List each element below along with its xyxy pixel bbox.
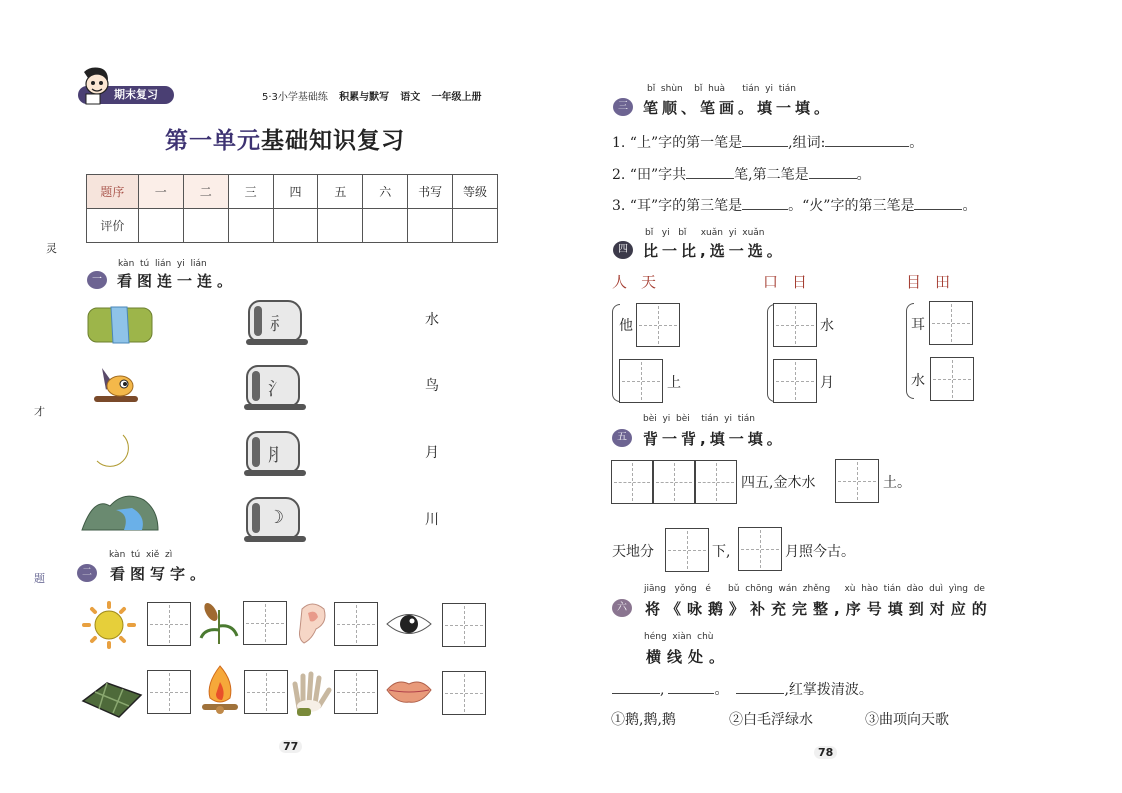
ancient-glyph-stone-2: [246, 365, 300, 407]
sun-picture: [80, 601, 138, 649]
group3-top-label: 耳: [911, 317, 925, 333]
section4-pinyin: bǐ yi bǐ xuǎn yi xuǎn: [645, 228, 765, 238]
page-number-right: 78: [814, 746, 837, 759]
section6-pinyin-1: jiāng yǒng é bǔ chōng wán zhěng xù hào tián dào duì yìng de: [644, 584, 985, 594]
score-header-label: 题序: [87, 175, 139, 209]
title-topic: 基础知识复习: [261, 128, 405, 154]
score-col: 二: [183, 175, 228, 209]
ancient-glyph-stone-4: [246, 497, 300, 539]
score-cell[interactable]: [183, 209, 228, 243]
score-cell[interactable]: [453, 209, 498, 243]
writing-grid-fire[interactable]: [244, 670, 288, 714]
final-review-badge: 期末复习: [78, 86, 174, 104]
answer-blank[interactable]: [809, 165, 857, 179]
score-table-eval-row: [87, 209, 498, 243]
writing-grid-mouth[interactable]: [442, 671, 486, 715]
section5-pinyin: bèi yi bèi tián yi tián: [643, 414, 755, 424]
series-subject: 语文: [400, 92, 421, 103]
poem-option-2: ②白毛浮绿水: [729, 712, 813, 728]
section1-pinyin: kàn tú lián yi lián: [118, 259, 207, 269]
river-hills-picture: [80, 490, 160, 532]
writing-grid-rice[interactable]: [243, 601, 287, 645]
series-book: 积累与默写: [339, 92, 390, 103]
section6-pinyin-2: héng xiàn chù: [644, 632, 714, 642]
question-3-3: 3. “耳”字的第三笔是 。“火”字的第三笔是 。: [612, 198, 977, 214]
stone-glyph: 氵: [268, 379, 286, 400]
poem-blank-2[interactable]: [668, 680, 714, 694]
fill-grid-5-1c[interactable]: [695, 460, 737, 504]
ancient-glyph-stone-3: [246, 431, 300, 473]
section6-title-1: 将《咏鹅》补充完整,序号填到对应的: [645, 600, 993, 618]
waterfall-picture: [87, 305, 153, 345]
compare-pair-2: 口日: [763, 273, 822, 291]
match-char-4[interactable]: 川: [425, 512, 439, 528]
section3-pinyin: bǐ shùn bǐ huà tián yi tián: [647, 84, 796, 94]
fill-grid-5-1d[interactable]: [835, 459, 879, 503]
series-grade: 一年级上册: [431, 92, 482, 103]
poem-blank-3[interactable]: [736, 680, 784, 694]
section2-title: 看图写字。: [110, 565, 211, 583]
stone-glyph: ⺼: [268, 445, 286, 466]
writing-grid-ear[interactable]: [334, 602, 378, 646]
match-char-3[interactable]: 月: [425, 445, 439, 461]
section5-title: 背一背,填一填。: [643, 430, 786, 448]
writing-grid-sun[interactable]: [147, 602, 191, 646]
title-unit: 第一单元: [165, 128, 261, 154]
section6-number: 六: [612, 599, 632, 617]
score-cell[interactable]: [363, 209, 408, 243]
writing-grid-eye[interactable]: [442, 603, 486, 647]
score-cell[interactable]: [228, 209, 273, 243]
score-cell[interactable]: [408, 209, 453, 243]
score-cell[interactable]: [318, 209, 363, 243]
section1-number: 一: [87, 271, 107, 289]
rhyme-line1-end: 土。: [883, 475, 911, 491]
group1-top-label: 他: [619, 318, 633, 334]
bird-picture: [90, 364, 140, 410]
score-cell[interactable]: [138, 209, 183, 243]
score-col: 四: [273, 175, 318, 209]
hand-picture: [291, 670, 333, 718]
group2-top-label: 水: [820, 318, 834, 334]
field-picture: [79, 679, 145, 719]
match-char-1[interactable]: 水: [425, 312, 439, 328]
stone-glyph: ⺬: [270, 314, 288, 335]
margin-mark-2: 才: [34, 405, 45, 418]
answer-blank[interactable]: [742, 133, 788, 147]
page-number-left: 77: [279, 740, 302, 753]
compare-pair-1: 人天: [612, 273, 671, 291]
poem-line: , 。 ,红掌拨清波。: [612, 679, 873, 699]
fire-picture: [198, 664, 242, 716]
choice-grid-3-bottom[interactable]: [930, 357, 974, 401]
score-col: 六: [363, 175, 408, 209]
section1-title: 看图连一连。: [117, 272, 238, 290]
choice-grid-2-top[interactable]: [773, 303, 817, 347]
ancient-glyph-stone-1: [248, 300, 302, 342]
section4-number: 四: [613, 241, 633, 259]
fill-grid-5-1a[interactable]: [611, 460, 653, 504]
stone-glyph: ☽: [268, 507, 285, 528]
score-col: 等级: [453, 175, 498, 209]
section2-number: 二: [77, 564, 97, 582]
score-row-label: 评价: [87, 209, 139, 243]
cartoon-boy-icon: [80, 66, 114, 106]
rice-plant-picture: [197, 600, 241, 644]
score-cell[interactable]: [273, 209, 318, 243]
moon-picture: [93, 433, 137, 473]
rhyme-line2-end: 月照今古。: [785, 544, 855, 560]
rhyme-line1-middle: 四五,金木水: [741, 475, 816, 491]
eye-picture: [385, 609, 433, 639]
group3-bottom-label: 水: [911, 373, 925, 389]
score-col: 五: [318, 175, 363, 209]
score-table: [86, 174, 498, 243]
score-table-header-row: [87, 175, 498, 209]
choice-grid-1-top[interactable]: [636, 303, 680, 347]
rhyme-line2-start: 天地分: [612, 544, 654, 560]
group1-bottom-label: 上: [667, 375, 681, 391]
answer-blank[interactable]: [742, 196, 788, 210]
fill-grid-5-2b[interactable]: [738, 527, 782, 571]
writing-grid-hand[interactable]: [334, 670, 378, 714]
score-col: 三: [228, 175, 273, 209]
answer-blank[interactable]: [686, 165, 734, 179]
choice-grid-2-bottom[interactable]: [773, 359, 817, 403]
fill-grid-5-2a[interactable]: [665, 528, 709, 572]
rhyme-line2-middle: 下,: [712, 544, 731, 560]
margin-mark-3: 题: [34, 572, 45, 585]
section6-title-2: 横线处。: [646, 648, 731, 666]
page-title: [165, 122, 405, 155]
margin-mark-1: 灵: [46, 242, 57, 255]
book-series-header: [262, 88, 481, 103]
answer-blank[interactable]: [914, 196, 962, 210]
match-char-2[interactable]: 鸟: [425, 378, 439, 394]
section5-number: 五: [612, 429, 632, 447]
ear-picture: [296, 599, 330, 645]
fill-grid-5-1b[interactable]: [653, 460, 695, 504]
answer-blank[interactable]: [825, 133, 909, 147]
section4-title: 比一比,选一选。: [643, 242, 786, 260]
score-col: 书写: [408, 175, 453, 209]
writing-grid-field[interactable]: [147, 670, 191, 714]
section3-number: 三: [613, 98, 633, 116]
poem-blank-1[interactable]: [612, 680, 660, 694]
mouth-picture: [385, 676, 433, 706]
group2-bottom-label: 月: [820, 375, 834, 391]
series-brand: 5·3小学基础练: [262, 92, 328, 103]
section2-pinyin: kàn tú xiě zì: [109, 550, 173, 560]
question-3-2: 2. “田”字共 笔,第二笔是 。: [612, 167, 871, 183]
score-col: 一: [138, 175, 183, 209]
poem-option-3: ③曲项向天歌: [865, 712, 949, 728]
choice-grid-1-bottom[interactable]: [619, 359, 663, 403]
compare-pair-3: 目田: [906, 273, 965, 291]
poem-option-1: ①鹅,鹅,鹅: [611, 712, 676, 728]
question-3-1: 1. “上”字的第一笔是 ,组词: 。: [612, 135, 924, 151]
section3-title: 笔顺、笔画。填一填。: [643, 99, 834, 117]
choice-grid-3-top[interactable]: [929, 301, 973, 345]
